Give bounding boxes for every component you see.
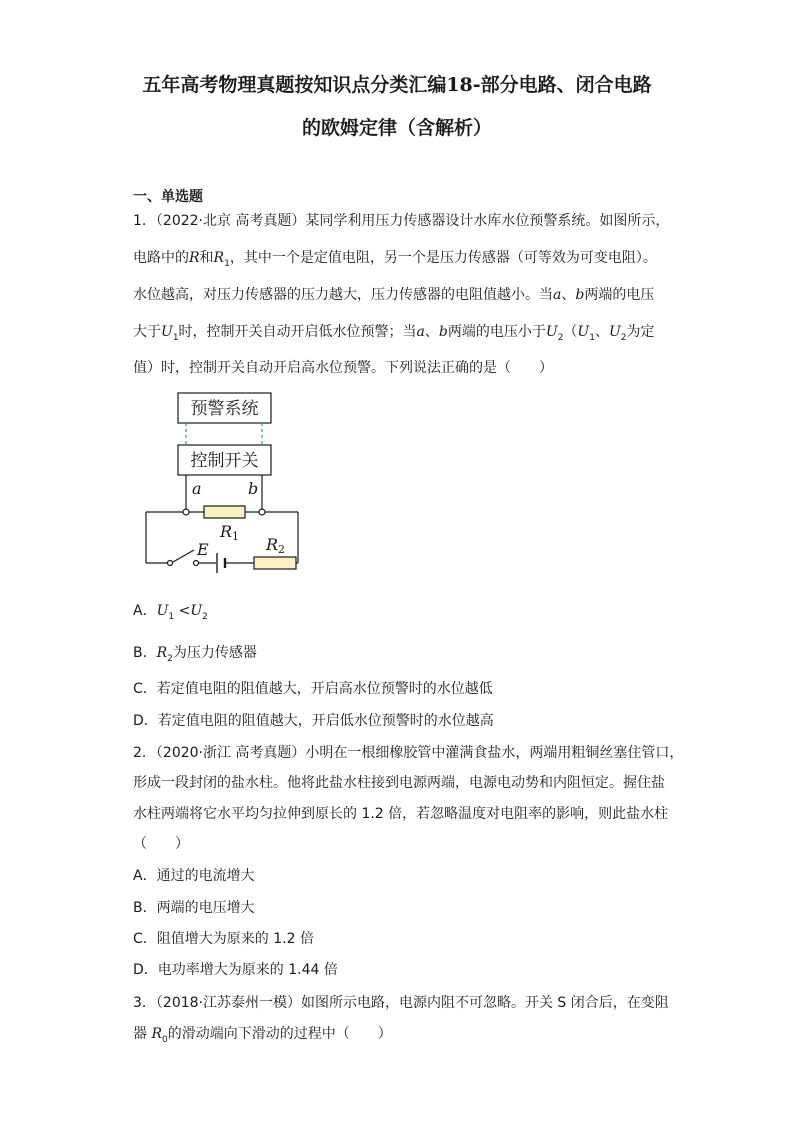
switch-contact-right [194, 561, 199, 566]
q2-line2: 形成一段封闭的盐水柱。他将此盐水柱接到电源两端，电源电动势和内阻恒定。握住盐 [133, 775, 665, 791]
document-title-line2: 的欧姆定律（含解析） [301, 117, 492, 139]
q1-line3: 水位越高，对压力传感器的压力越大，压力传感器的电阻值越小。当a、b两端的电压 [133, 287, 655, 303]
document-title-line1: 五年高考物理真题按知识点分类汇编18-部分电路、闭合电路 [142, 74, 652, 96]
q2-option-d: D．电功率增大为原来的 1.44 倍 [133, 962, 338, 978]
section-heading: 一、单选题 [133, 189, 203, 205]
label-r2-sub: 2 [278, 543, 286, 556]
q1-line2: 电路中的R和$R_1$，其中一个是定值电阻，另一个是压力传感器（可等效为可变电阻）。 [133, 250, 657, 269]
q2-option-b: B．两端的电压增大 [133, 900, 255, 916]
box2-label: 控制开关 [190, 451, 259, 471]
q2-line3: 水柱两端将它水平均匀拉伸到原长的 1.2 倍，若忽略温度对电阻率的影响，则此盐水柱 [133, 806, 669, 822]
label-r1-sub: 1 [232, 530, 240, 543]
q3-line1: 3．（2018·江苏泰州一模）如图所示电路，电源内阻不可忽略。开关 S 闭合后，在变阻 [133, 995, 669, 1011]
label-b: b [248, 479, 259, 498]
q1-option-c: C．若定值电阻的阻值越大，开启高水位预警时的水位越低 [133, 681, 493, 697]
q1-line1: 1．（2022·北京 高考真题）某同学利用压力传感器设计水库水位预警系统。如图所示， [133, 213, 670, 229]
q2-option-a: A．通过的电流增大 [133, 868, 255, 884]
label-e: E [197, 540, 209, 559]
switch-blade [173, 550, 194, 562]
terminal-b-dot [259, 509, 265, 515]
resistor-r2 [254, 557, 296, 569]
q2-line4: （ ） [133, 836, 189, 852]
q1-line5: 值）时，控制开关自动开启高水位预警。下列说法正确的是（ ） [133, 360, 553, 376]
q1-option-b: B．$R_2$为压力传感器 [133, 645, 257, 664]
circuit-diagram [140, 385, 310, 580]
label-a: a [192, 479, 202, 498]
q2-option-c: C．阻值增大为原来的 1.2 倍 [133, 931, 314, 947]
q1-option-d: D．若定值电阻的阻值越大，开启低水位预警时的水位越高 [133, 713, 494, 729]
switch-contact-left [168, 561, 173, 566]
label-r2: R [266, 535, 279, 554]
svg-text:R1 [219, 522, 239, 543]
q1-line4: 大于$U_1$时，控制开关自动开启低水位预警；当a、b两端的电压小于$U_2(U_1$、$U_2$为定 [133, 324, 655, 343]
terminal-a-dot [183, 509, 189, 515]
resistor-r1 [204, 506, 245, 518]
q2-line1: 2．（2020·浙江 高考真题）小明在一根细橡胶管中灌满食盐水，两端用粗铜丝塞住管口， [133, 745, 684, 761]
q1-option-a: A．$U_1 <U_2$ [133, 603, 208, 622]
label-r1: R [220, 522, 233, 541]
box1-label: 预警系统 [190, 399, 259, 419]
svg-text:R2 [265, 535, 285, 556]
q3-line2: 器 $R_0$的滑动端向下滑动的过程中（ ） [133, 1026, 392, 1045]
